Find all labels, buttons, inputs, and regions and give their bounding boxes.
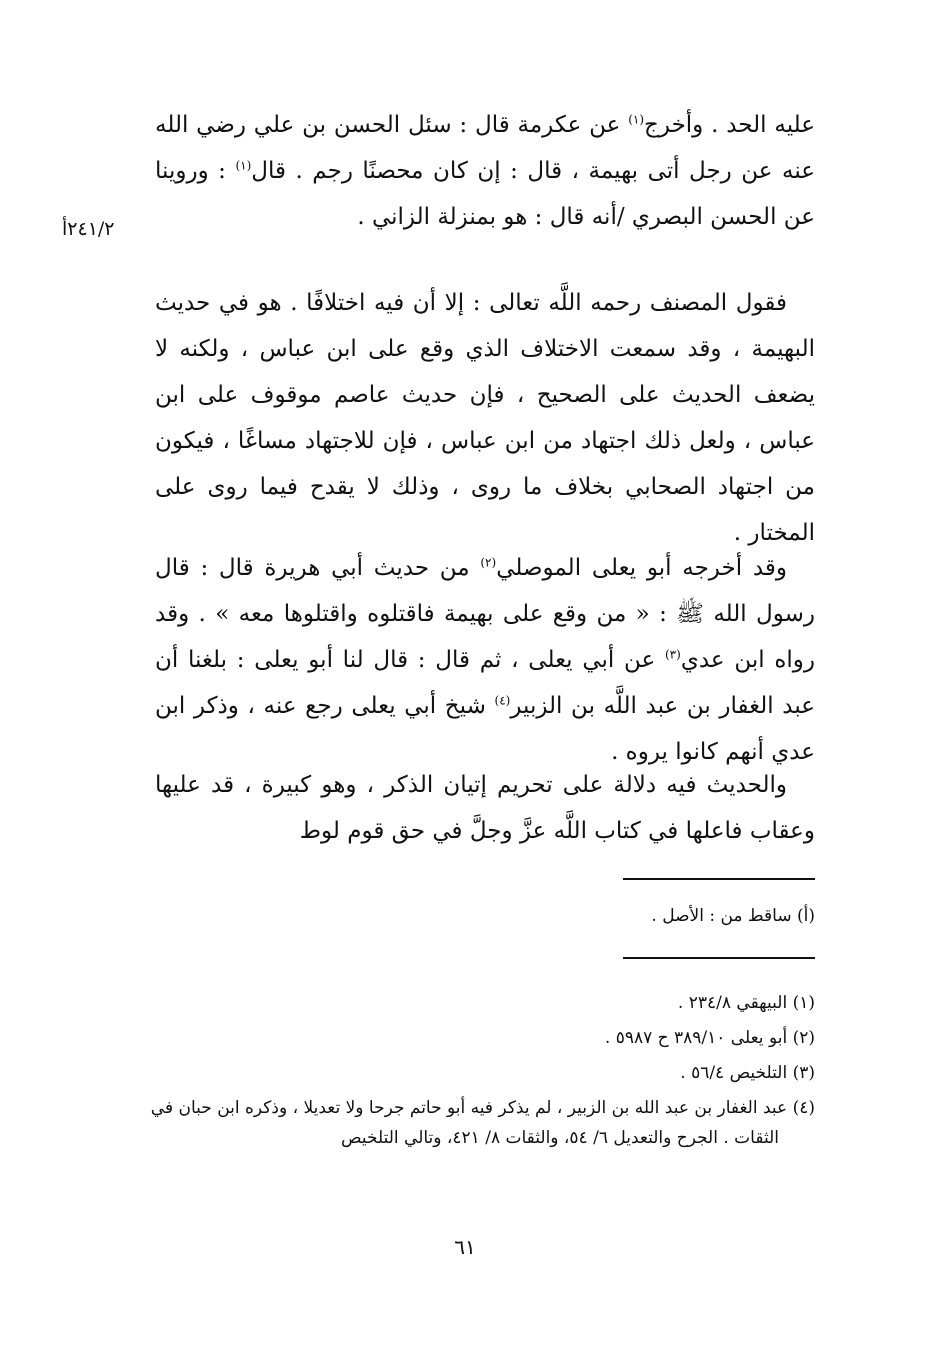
- footnote-ref: (٤): [494, 693, 511, 708]
- page-number: ٦١: [454, 1235, 476, 1259]
- footnote-item-continuation: الثقات . الجرح والتعديل ٦/ ٥٤، والثقات ٨/ ٤٢١، وتالي التلخيص: [341, 1128, 779, 1148]
- footnote-item: (٣) التلخيص ٥٦/٤ .: [680, 1063, 815, 1083]
- p1-text-b: عن عكرمة قال : سئل الحسن بن علي رضي الله عنه عن رجل أتى بهيمة ، قال : إن كان محصنًا رجم . قال: [155, 112, 816, 184]
- p3-text-a: وقد أخرجه أبو يعلى الموصلي: [496, 555, 787, 581]
- p1-text-a: عليه الحد . وأخرج: [644, 112, 815, 138]
- footnote-ref: (١): [235, 158, 252, 173]
- footnote-divider: [623, 878, 815, 880]
- p1-text-c: : وروينا عن الحسن البصري /أنه قال : هو بمنزلة الزاني .: [155, 158, 815, 230]
- footnotes-list: [150, 986, 815, 1153]
- paragraph-3: [155, 545, 815, 775]
- footnote-item: (١) البيهقي ٢٣٤/٨ .: [677, 993, 815, 1013]
- p3-text-d: شيخ أبي يعلى رجع عنه ، وذكر ابن عدي أنهم كانوا يروه .: [155, 693, 815, 765]
- p3-text-c: عن أبي يعلى ، ثم قال : قال لنا أبو يعلى : بلغنا أن عبد الغفار بن عبد اللَّه بن الزبير: [155, 647, 816, 719]
- footnote-item: (٢) أبو يعلى ٣٨٩/١٠ ح ٥٩٨٧ .: [604, 1028, 815, 1048]
- paragraph-4: والحديث فيه دلالة على تحريم إتيان الذكر ، وهو كبيرة ، قد عليها وعقاب فاعلها في كتاب اللَّه عزَّ وجلَّ في حق قوم لوط: [155, 772, 815, 844]
- footnote-ref: (١): [628, 112, 645, 127]
- footnote-item: (٤) عبد الغفار بن عبد الله بن الزبير ، لم يذكر فيه أبو حاتم جرحا ولا تعديلا ، وذكره ابن حبان في: [150, 1098, 815, 1118]
- margin-folio-note: ٢٤١/٢أ: [62, 218, 115, 240]
- footnote-a: (أ) ساقط من : الأصل .: [651, 906, 815, 926]
- footnote-ref: (٣): [664, 647, 681, 662]
- footnote-divider: [623, 957, 815, 959]
- paragraph-2: فقول المصنف رحمه اللَّه تعالى : إلا أن فيه اختلافًا . هو في حديث البهيمة ، وقد سمعت الاختلاف الذي وقع على ابن عباس ، ولكنه لا يضعف الحديث على الصحيح ، فإن حديث عاصم موقوف على ابن عباس ، ولعل ذلك اجتهاد من ابن عباس ، فإن للاجتهاد مساغًا ، فيكون من اجتهاد الصحابي بخلاف ما روى ، وذلك لا يقدح فيما روى على المختار .: [155, 290, 815, 546]
- footnote-ref: (٢): [480, 555, 497, 570]
- paragraph-1: [155, 102, 815, 240]
- p3-text-b: من حديث أبي هريرة قال : قال رسول الله ﷺ : « من وقع على بهيمة فاقتلوه واقتلوها معه » . وقد رواه ابن عدي: [155, 555, 816, 673]
